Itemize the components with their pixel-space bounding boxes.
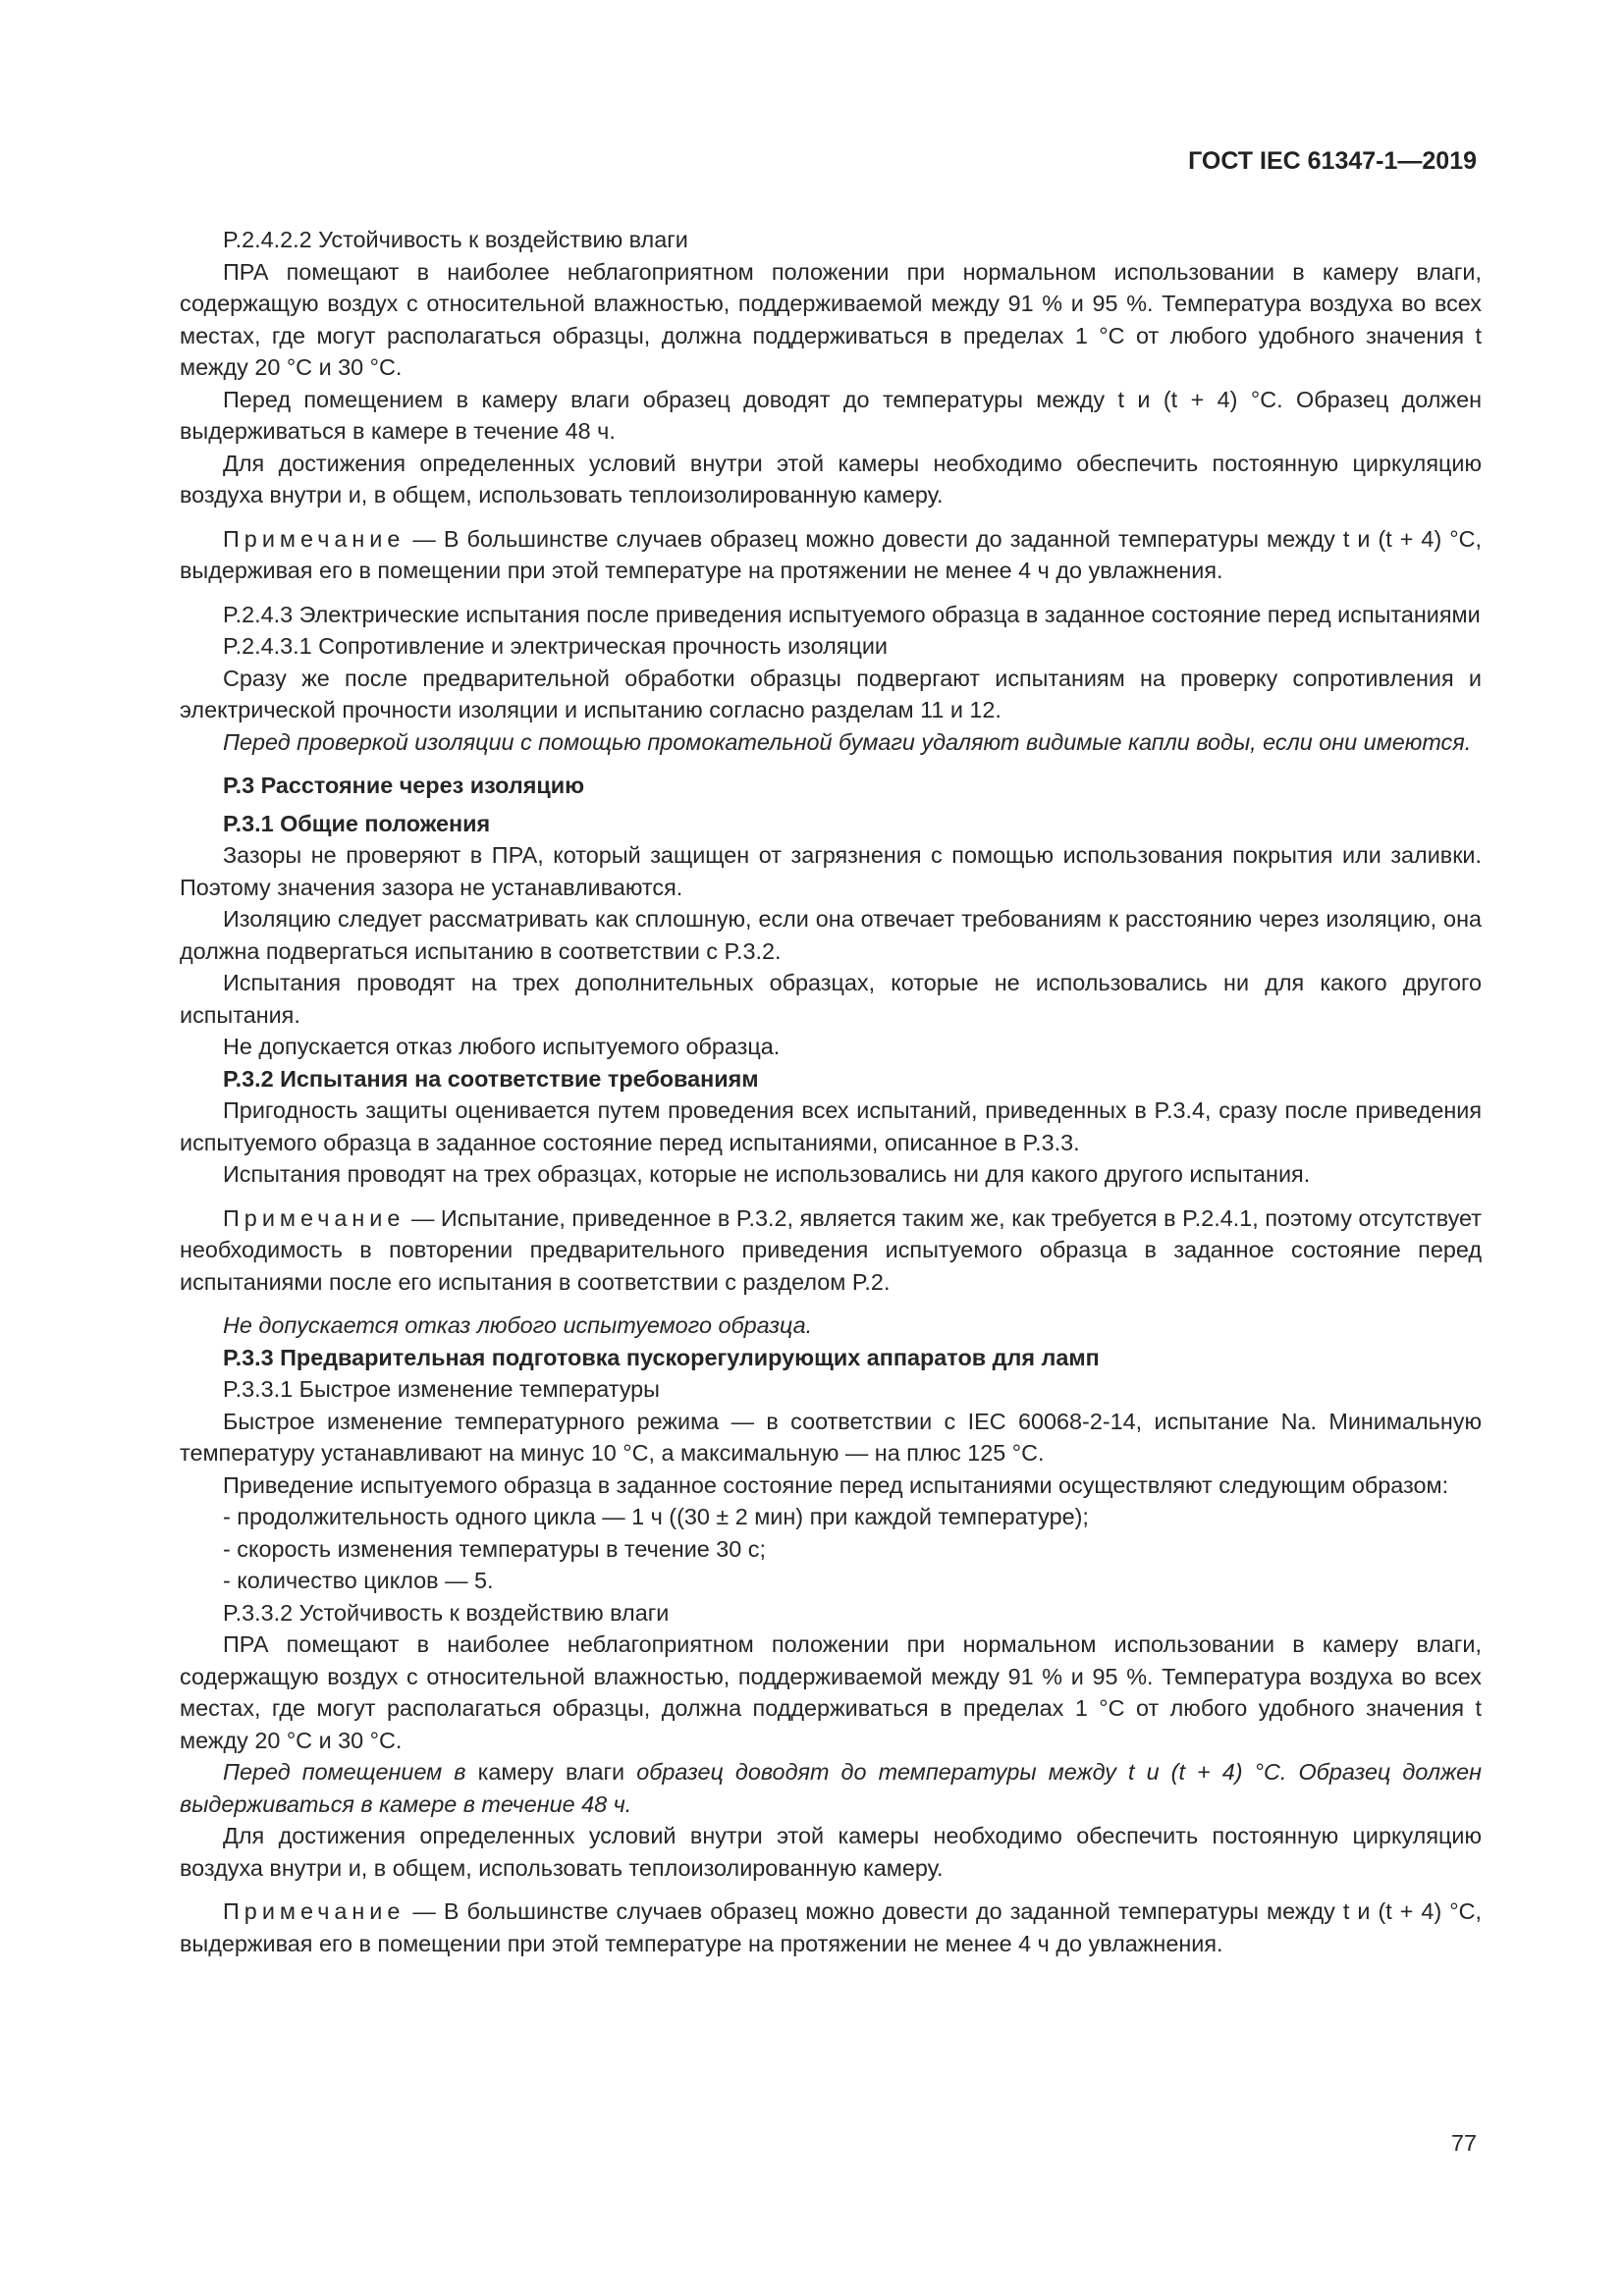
clause-title: P.2.4.2.2 Устойчивость к воздействию влаги: [223, 227, 688, 252]
note-label: Примечание: [223, 1204, 406, 1231]
paragraph: Быстрое изменение температурного режима — в соответствии с IEC 60068-2-14, испытание Na. Минимальную температуру устанавливают на минус 10 °С, а максимальную — на плюс 125 °С.: [180, 1408, 1482, 1466]
paragraph: Зазоры не проверяют в ПРА, который защищен от загрязнения с помощью использования покрытия или заливки. Поэтому значения зазора не устанавливаются.: [180, 842, 1482, 900]
clause-title: P.3.3.1 Быстрое изменение температуры: [223, 1376, 660, 1402]
section-heading: P.3.2 Испытания на соответствие требованиям: [223, 1065, 759, 1092]
paragraph: Для достижения определенных условий внутри этой камеры необходимо обеспечить постоянную циркуляцию воздуха внутри и, в общем, использовать теплоизолированную камеру.: [180, 450, 1482, 507]
paragraph: Изоляцию следует рассматривать как сплошную, если она отвечает требованиям к расстоянию через изоляцию, она должна подвергаться испытанию в соответствии с P.3.2.: [180, 906, 1482, 964]
note: [180, 1896, 1482, 1959]
paragraph: Испытания проводят на трех дополнительных образцах, которые не использовались ни для какого другого испытания.: [180, 970, 1482, 1028]
list-item: - продолжительность одного цикла — 1 ч ((30 ± 2 мин) при каждой температуре);: [223, 1504, 1089, 1529]
paragraph: ПРА помещают в наиболее неблагоприятном положении при нормальном использовании в камеру влаги, содержащую воздух с относительной влажностью, поддерживаемой между 91 % и 95 %. Температура воздуха во всех местах, где могут располагаться образцы, должна поддерживаться в пределах 1 °С от любого удобного значения t между 20 °С и 30 °С.: [180, 258, 1482, 380]
paragraph: Для достижения определенных условий внутри этой камеры необходимо обеспечить постоянную циркуляцию воздуха внутри и, в общем, использовать теплоизолированную камеру.: [180, 1823, 1482, 1881]
paragraph: Не допускается отказ любого испытуемого образца.: [223, 1034, 781, 1059]
list-item: - количество циклов — 5.: [223, 1568, 494, 1593]
note-label: Примечание: [223, 1898, 406, 1924]
clause-title: P.2.4.3.1 Сопротивление и электрическая прочность изоляции: [223, 633, 888, 659]
clause-title: P.2.4.3 Электрические испытания после приведения испытуемого образца в заданное состояние перед испытаниями: [223, 601, 1481, 627]
paragraph: Приведение испытуемого образца в заданное состояние перед испытаниями осуществляют следующим образом:: [223, 1471, 1449, 1498]
note: [180, 523, 1482, 587]
paragraph-italic: Перед проверкой изоляции с помощью промокательной бумаги удаляют видимые капли воды, если они имеются.: [223, 728, 1472, 755]
paragraph: ПРА помещают в наиболее неблагоприятном положении при нормальном использовании в камеру влаги, содержащую воздух с относительной влажностью, поддерживаемой между 91 % и 95 %. Температура воздуха во всех местах, где могут располагаться образцы, должна поддерживаться в пределах 1 °С от любого удобного значения t между 20 °С и 30 °С.: [180, 1631, 1482, 1753]
note-text: — Испытание, приведенное в P.3.2, является таким же, как требуется в P.2.4.1, поэтому отсутствует необходимость в повторении предварительного приведения испытуемого образца в заданное состояние перед испытаниями после его испытания в соответствии с разделом P.2.: [180, 1204, 1482, 1295]
note-text: — В большинстве случаев образец можно довести до заданной температуры между t и (t + 4) °С, выдерживая его в помещении при этой температуре на протяжении не менее 4 ч до увлажнения.: [180, 525, 1482, 583]
clause-title: P.3.3.2 Устойчивость к воздействию влаги: [223, 1599, 670, 1626]
text-regular: камеру влаги: [465, 1759, 637, 1785]
section-heading: P.3.3 Предварительная подготовка пускорегулирующих аппаратов для ламп: [223, 1344, 1100, 1370]
page-number: 77: [1450, 2130, 1477, 2156]
text-italic: Перед помещением в: [223, 1759, 466, 1785]
paragraph-italic: Не допускается отказ любого испытуемого образца.: [223, 1312, 813, 1338]
note-label: Примечание: [223, 525, 406, 552]
paragraph: Сразу же после предварительной обработки образцы подвергают испытаниям на проверку сопротивления и электрической прочности изоляции и испытанию согласно разделам 11 и 12.: [180, 665, 1482, 722]
paragraph-mixed: [180, 1756, 1482, 1820]
note: [180, 1202, 1482, 1299]
note-text: — В большинстве случаев образец можно довести до заданной температуры между t и (t + 4) °С, выдерживая его в помещении при этой температуре на протяжении не менее 4 ч до увлажнения.: [180, 1898, 1482, 1956]
section-heading: P.3 Расстояние через изоляцию: [223, 773, 585, 798]
text-italic: образец доводят до температуры между t и (t + 4) °С. Образец должен выдерживаться в камере в течение 48 ч.: [180, 1759, 1482, 1817]
list-item: - скорость изменения температуры в течение 30 с;: [223, 1535, 767, 1562]
paragraph: Испытания проводят на трех образцах, которые не использовались ни для какого другого испытания.: [223, 1161, 1311, 1187]
paragraph: Пригодность защиты оценивается путем проведения всех испытаний, приведенных в P.3.4, сразу после приведения испытуемого образца в заданное состояние перед испытаниями, описанное в P.3.3.: [180, 1097, 1482, 1155]
document-body: [180, 224, 1482, 1959]
section-heading: P.3.1 Общие положения: [223, 810, 491, 836]
document-header: ГОСТ IEC 61347-1—2019: [1188, 147, 1477, 175]
paragraph: Перед помещением в камеру влаги образец доводят до температуры между t и (t + 4) °С. Образец должен выдерживаться в камере в течение 48 ч.: [180, 386, 1482, 444]
